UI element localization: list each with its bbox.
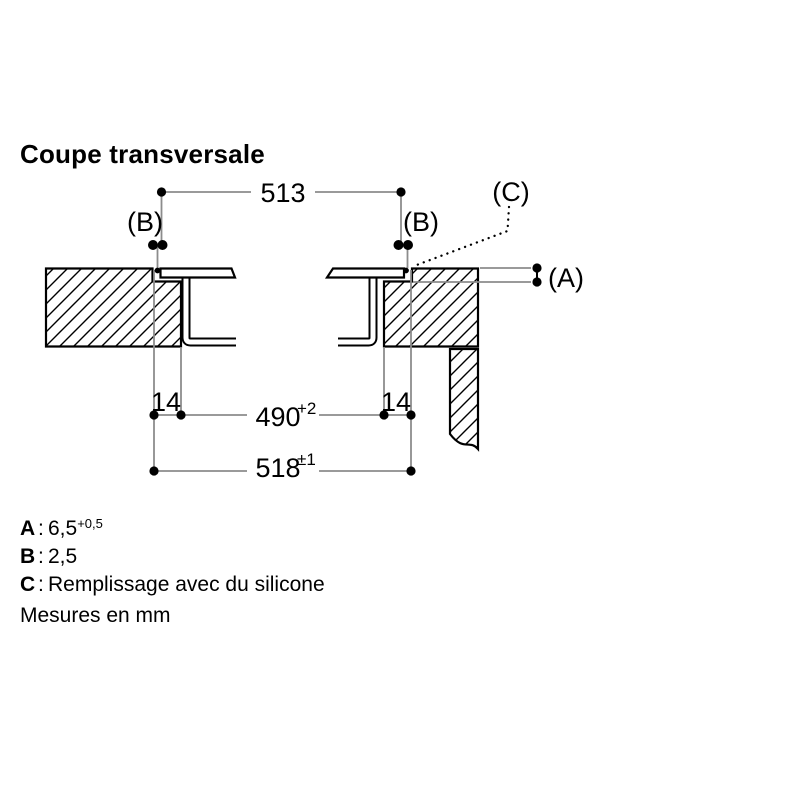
dimension-cutout-width: 490	[255, 402, 301, 432]
cooktop-frame-left	[186, 278, 236, 343]
legend-separator: :	[38, 517, 44, 540]
legend-value-tolerance: +0,5	[77, 516, 103, 531]
page-title: Coupe transversale	[20, 139, 265, 169]
legend-key: A	[20, 517, 36, 540]
cooktop-glass-right	[327, 269, 404, 278]
legend-value: Remplissage avec du silicone	[48, 573, 325, 596]
legend-item-b	[20, 540, 325, 568]
dimension-rabbet-width: 518	[255, 453, 301, 483]
legend-item-c	[20, 568, 325, 596]
cooktop-frame-right	[338, 278, 373, 343]
legend-separator: :	[38, 573, 44, 596]
dimension-edge-right: 14	[380, 387, 412, 417]
text-knockouts	[247, 180, 319, 479]
worktop-right-section	[384, 269, 478, 347]
legend-value: 2,5	[48, 545, 78, 568]
units-note: Mesures en mm	[20, 604, 171, 627]
cooktop-frame-profiles	[186, 278, 373, 343]
legend-value: 6,5	[48, 517, 78, 540]
legend-key: B	[20, 545, 36, 568]
dimension-edge-left: 14	[150, 387, 182, 417]
dimension-dots	[148, 187, 542, 475]
cooktop-frame-right-inner	[338, 278, 373, 343]
label-a: (A)	[548, 263, 584, 293]
legend-key: C	[20, 573, 36, 596]
label-c: (C)	[492, 177, 530, 207]
dimension-cutout-width-tolerance: +2	[297, 399, 317, 418]
legend	[20, 512, 325, 596]
cooktop-frame-left-inner	[186, 278, 236, 343]
cooktop-glass-left	[161, 269, 236, 278]
cooktop-glass	[161, 269, 405, 278]
worktop-left-section	[46, 269, 181, 347]
cabinet-side-panel	[450, 349, 478, 449]
label-b-right: (B)	[403, 207, 439, 237]
dimension-top-width: 513	[260, 178, 306, 208]
label-b-left: (B)	[127, 207, 163, 237]
dimension-rabbet-width-tolerance: ±1	[297, 450, 316, 469]
legend-item-a	[20, 512, 325, 540]
legend-separator: :	[38, 545, 44, 568]
